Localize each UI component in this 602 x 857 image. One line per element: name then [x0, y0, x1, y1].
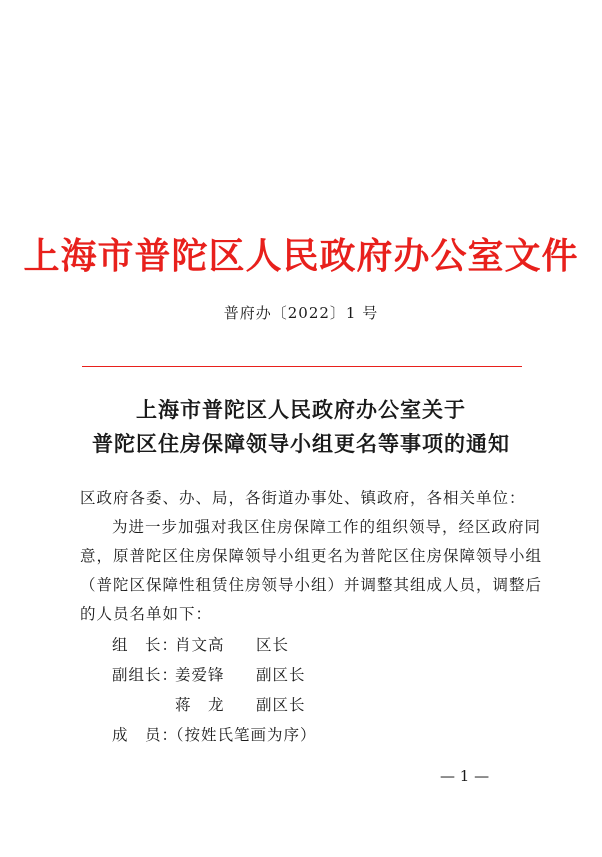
member-name: 肖文高	[175, 636, 225, 654]
member-title: 副区长	[256, 666, 306, 684]
notice-title-line-2: 普陀区住房保障领导小组更名等事项的通知	[92, 431, 510, 456]
member-role-label: 组 长：	[112, 636, 179, 654]
body-paragraph-line: 的人员名单如下：	[80, 605, 213, 623]
member-title: 区长	[256, 636, 290, 654]
member-name: 姜爱锋	[175, 666, 225, 684]
member-title: 副区长	[256, 696, 306, 714]
notice-title-line-1: 上海市普陀区人民政府办公室关于	[136, 397, 466, 422]
member-role-label: 副组长：	[112, 666, 179, 684]
member-role-label: 成 员：	[112, 726, 179, 744]
body-paragraph-line: 意，原普陀区住房保障领导小组更名为普陀区住房保障领导小组	[80, 547, 543, 565]
body-paragraph-line: 为进一步加强对我区住房保障工作的组织领导，经区政府同	[112, 518, 542, 536]
red-divider-rule	[82, 366, 522, 367]
addressee-line: 区政府各委、办、局，各街道办事处、镇政府，各相关单位：	[80, 489, 526, 507]
member-name: 蒋 龙	[175, 696, 225, 714]
body-paragraph-line: （普陀区保障性租赁住房领导小组）并调整其组成人员，调整后	[80, 576, 543, 594]
page-number: — 1 —	[440, 767, 490, 785]
document-number: 普府办〔2022〕1 号	[223, 304, 379, 322]
document-header-title: 上海市普陀区人民政府办公室文件	[23, 235, 579, 277]
member-order-note: （按姓氏笔画为序）	[168, 726, 317, 744]
